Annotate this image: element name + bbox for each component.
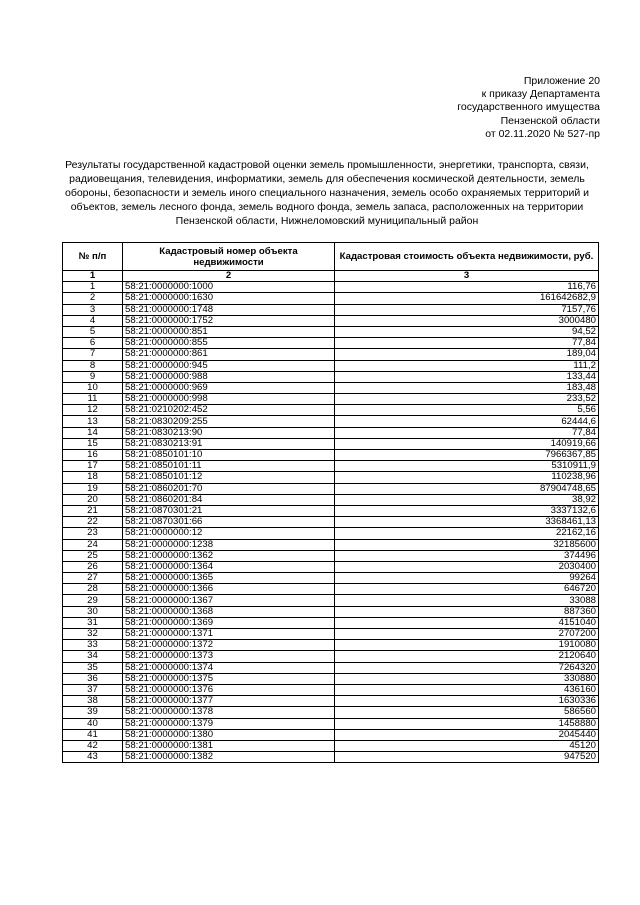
appendix-block	[457, 75, 600, 141]
row-index: 35	[63, 662, 123, 673]
appendix-line: от 02.11.2020 № 527-пр	[485, 127, 600, 140]
table-row	[63, 427, 599, 438]
row-index: 4	[63, 315, 123, 326]
column-number: 1	[63, 271, 123, 282]
cadastral-number: 58:21:0000000:12	[123, 528, 335, 539]
cadastral-number: 58:21:0000000:1752	[123, 315, 335, 326]
table-row	[63, 304, 599, 315]
row-index: 31	[63, 617, 123, 628]
cadastral-value: 330880	[335, 673, 599, 684]
appendix-line: Приложение 20	[523, 75, 600, 87]
row-index: 24	[63, 539, 123, 550]
cadastral-number: 58:21:0830213:91	[123, 438, 335, 449]
cadastral-value: 45120	[335, 740, 599, 751]
row-index: 36	[63, 673, 123, 684]
cadastral-value: 2120640	[335, 651, 599, 662]
table-row	[63, 282, 599, 293]
table-row	[63, 416, 599, 427]
row-index: 19	[63, 483, 123, 494]
row-index: 37	[63, 684, 123, 695]
row-index: 25	[63, 550, 123, 561]
row-index: 18	[63, 472, 123, 483]
cadastral-number: 58:21:0000000:945	[123, 360, 335, 371]
cadastral-number: 58:21:0000000:1366	[123, 584, 335, 595]
table-row	[63, 696, 599, 707]
header-index: № п/п	[63, 243, 123, 271]
cadastral-value: 94,52	[335, 326, 599, 337]
row-index: 3	[63, 304, 123, 315]
cadastral-number: 58:21:0000000:1630	[123, 293, 335, 304]
table-row	[63, 561, 599, 572]
table-row	[63, 595, 599, 606]
cadastral-value: 77,84	[335, 338, 599, 349]
row-index: 14	[63, 427, 123, 438]
row-index: 17	[63, 461, 123, 472]
table-row	[63, 517, 599, 528]
cadastral-number: 58:21:0000000:1379	[123, 718, 335, 729]
table-row	[63, 662, 599, 673]
cadastral-value: 62444,6	[335, 416, 599, 427]
cadastral-number: 58:21:0830213:90	[123, 427, 335, 438]
table-row	[63, 584, 599, 595]
row-index: 42	[63, 740, 123, 751]
cadastral-number: 58:21:0000000:1367	[123, 595, 335, 606]
column-number-row	[63, 271, 599, 282]
table-row	[63, 494, 599, 505]
row-index: 16	[63, 450, 123, 461]
row-index: 15	[63, 438, 123, 449]
cadastral-number: 58:21:0000000:1378	[123, 707, 335, 718]
cadastral-number: 58:21:0000000:851	[123, 326, 335, 337]
cadastral-number: 58:21:0000000:1748	[123, 304, 335, 315]
cadastral-value: 436160	[335, 684, 599, 695]
cadastral-value: 646720	[335, 584, 599, 595]
cadastral-value: 7157,76	[335, 304, 599, 315]
table-row	[63, 740, 599, 751]
cadastral-value: 33088	[335, 595, 599, 606]
row-index: 10	[63, 382, 123, 393]
row-index: 33	[63, 640, 123, 651]
cadastral-number: 58:21:0870301:66	[123, 517, 335, 528]
cadastral-value: 161642682,9	[335, 293, 599, 304]
cadastral-value: 111,2	[335, 360, 599, 371]
cadastral-value: 1458880	[335, 718, 599, 729]
row-index: 41	[63, 729, 123, 740]
row-index: 43	[63, 752, 123, 763]
table-row	[63, 382, 599, 393]
cadastral-value: 3368461,13	[335, 517, 599, 528]
cadastral-value: 87904748,65	[335, 483, 599, 494]
cadastral-number: 58:21:0000000:1238	[123, 539, 335, 550]
cadastral-value: 5,56	[335, 405, 599, 416]
table-row	[63, 326, 599, 337]
table-row	[63, 640, 599, 651]
cadastral-number: 58:21:0850101:12	[123, 472, 335, 483]
row-index: 26	[63, 561, 123, 572]
table-row	[63, 450, 599, 461]
cadastral-number: 58:21:0000000:861	[123, 349, 335, 360]
table-header-row	[63, 243, 599, 271]
cadastral-value: 22162,16	[335, 528, 599, 539]
row-index: 2	[63, 293, 123, 304]
row-index: 30	[63, 606, 123, 617]
cadastral-number: 58:21:0860201:84	[123, 494, 335, 505]
row-index: 29	[63, 595, 123, 606]
table-row	[63, 405, 599, 416]
table-row	[63, 539, 599, 550]
cadastral-value: 1910080	[335, 640, 599, 651]
cadastral-value: 4151040	[335, 617, 599, 628]
table-row	[63, 573, 599, 584]
cadastral-value: 7966367,85	[335, 450, 599, 461]
cadastral-value: 116,76	[335, 282, 599, 293]
column-number: 2	[123, 271, 335, 282]
cadastral-number: 58:21:0850101:10	[123, 450, 335, 461]
cadastral-number: 58:21:0000000:1381	[123, 740, 335, 751]
cadastral-value: 2045440	[335, 729, 599, 740]
cadastral-number: 58:21:0870301:21	[123, 505, 335, 516]
cadastral-value: 99264	[335, 573, 599, 584]
table-row	[63, 483, 599, 494]
row-index: 6	[63, 338, 123, 349]
cadastral-number: 58:21:0000000:1369	[123, 617, 335, 628]
cadastral-value: 586560	[335, 707, 599, 718]
table-row	[63, 371, 599, 382]
cadastral-number: 58:21:0850101:11	[123, 461, 335, 472]
cadastral-number: 58:21:0000000:1380	[123, 729, 335, 740]
table-row	[63, 550, 599, 561]
cadastral-number: 58:21:0000000:1371	[123, 629, 335, 640]
row-index: 5	[63, 326, 123, 337]
column-number: 3	[335, 271, 599, 282]
cadastral-number: 58:21:0000000:1372	[123, 640, 335, 651]
appendix-line: к приказу Департамента	[481, 88, 600, 101]
row-index: 27	[63, 573, 123, 584]
row-index: 34	[63, 651, 123, 662]
cadastral-value: 5310911,9	[335, 461, 599, 472]
cadastral-number: 58:21:0000000:1375	[123, 673, 335, 684]
cadastral-value: 947520	[335, 752, 599, 763]
document-title: Результаты государственной кадастровой оценки земель промышленности, энергетики, транспорта, связи, радиовещания, телевидения, информатики, земель для обеспечения космической деятельности, земель обороны, безопасности и земель иного специального назначения, земель особо охраняемых территорий и объектов, земель лесного фонда, земель водного фонда, земель запаса, расположенных на территории Пензенской области, Нижнеломовский муниципальный район	[64, 159, 589, 227]
cadastral-number: 58:21:0000000:1374	[123, 662, 335, 673]
appendix-line: Пензенской области	[500, 114, 600, 127]
cadastral-value: 133,44	[335, 371, 599, 382]
table-row	[63, 673, 599, 684]
row-index: 40	[63, 718, 123, 729]
cadastral-value: 32185600	[335, 539, 599, 550]
cadastral-number: 58:21:0000000:998	[123, 394, 335, 405]
cadastral-value: 38,92	[335, 494, 599, 505]
row-index: 38	[63, 696, 123, 707]
table-row	[63, 729, 599, 740]
table-row	[63, 505, 599, 516]
cadastral-value: 183,48	[335, 382, 599, 393]
table-row	[63, 606, 599, 617]
cadastral-number: 58:21:0000000:1382	[123, 752, 335, 763]
cadastral-value: 887360	[335, 606, 599, 617]
cadastral-value: 7264320	[335, 662, 599, 673]
row-index: 8	[63, 360, 123, 371]
table-row	[63, 472, 599, 483]
row-index: 32	[63, 629, 123, 640]
cadastral-value: 233,52	[335, 394, 599, 405]
cadastral-number: 58:21:0000000:1368	[123, 606, 335, 617]
table-row	[63, 528, 599, 539]
cadastral-value: 1630336	[335, 696, 599, 707]
header-cadastral-value: Кадастровая стоимость объекта недвижимости, руб.	[335, 243, 599, 271]
cadastral-number: 58:21:0000000:1376	[123, 684, 335, 695]
table-row	[63, 293, 599, 304]
cadastral-value: 3000480	[335, 315, 599, 326]
row-index: 7	[63, 349, 123, 360]
cadastral-value: 77,84	[335, 427, 599, 438]
table-row	[63, 315, 599, 326]
row-index: 20	[63, 494, 123, 505]
row-index: 23	[63, 528, 123, 539]
table-row	[63, 438, 599, 449]
cadastral-number: 58:21:0860201:70	[123, 483, 335, 494]
row-index: 1	[63, 282, 123, 293]
cadastral-number: 58:21:0830209:255	[123, 416, 335, 427]
row-index: 21	[63, 505, 123, 516]
header-cadastral-number: Кадастровый номер объекта недвижимости	[123, 243, 335, 271]
cadastral-number: 58:21:0000000:1362	[123, 550, 335, 561]
table-row	[63, 617, 599, 628]
cadastral-number: 58:21:0000000:969	[123, 382, 335, 393]
table-row	[63, 349, 599, 360]
row-index: 9	[63, 371, 123, 382]
table-row	[63, 707, 599, 718]
table-row	[63, 651, 599, 662]
table-row	[63, 338, 599, 349]
table-row	[63, 752, 599, 763]
table-row	[63, 684, 599, 695]
cadastral-number: 58:21:0000000:855	[123, 338, 335, 349]
cadastral-value: 2030400	[335, 561, 599, 572]
table-row	[63, 360, 599, 371]
cadastral-number: 58:21:0000000:1377	[123, 696, 335, 707]
table-row	[63, 394, 599, 405]
table-row	[63, 629, 599, 640]
cadastral-number: 58:21:0210202:452	[123, 405, 335, 416]
cadastral-value: 374496	[335, 550, 599, 561]
cadastral-value: 3337132,6	[335, 505, 599, 516]
cadastral-value: 110238,96	[335, 472, 599, 483]
cadastral-value: 2707200	[335, 629, 599, 640]
appendix-line: государственного имущества	[457, 101, 600, 114]
cadastral-number: 58:21:0000000:1373	[123, 651, 335, 662]
row-index: 39	[63, 707, 123, 718]
row-index: 11	[63, 394, 123, 405]
cadastral-number: 58:21:0000000:1000	[123, 282, 335, 293]
cadastral-value: 189,04	[335, 349, 599, 360]
row-index: 22	[63, 517, 123, 528]
table-row	[63, 718, 599, 729]
cadastral-number: 58:21:0000000:1364	[123, 561, 335, 572]
row-index: 12	[63, 405, 123, 416]
cadastral-number: 58:21:0000000:1365	[123, 573, 335, 584]
table-row	[63, 461, 599, 472]
cadastral-number: 58:21:0000000:988	[123, 371, 335, 382]
row-index: 28	[63, 584, 123, 595]
row-index: 13	[63, 416, 123, 427]
cadastral-table	[62, 242, 599, 763]
cadastral-value: 140919,66	[335, 438, 599, 449]
